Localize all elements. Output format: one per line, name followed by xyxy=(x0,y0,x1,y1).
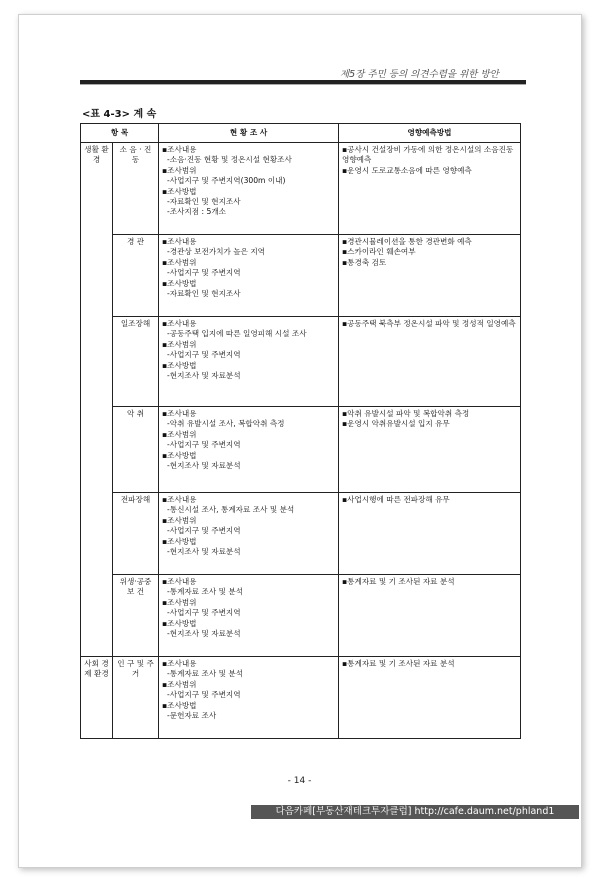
survey-line: -악취 유발시설 조사, 복합악취 측정 xyxy=(167,419,285,429)
survey-line: ▪조사범위 xyxy=(162,515,197,525)
survey-line: -자료확인 및 현지조사 xyxy=(167,197,241,207)
method-line: ▪통경축 검토 xyxy=(342,257,387,267)
survey-line: ▪조사내용 xyxy=(162,145,197,154)
column-header-survey: 현 황 조 사 xyxy=(159,124,339,143)
item-cell: 일조장해 xyxy=(113,317,159,407)
method-line: ▪경관시뮬레이션을 통한 경관변화 예측 xyxy=(342,237,472,246)
survey-table xyxy=(80,123,521,739)
page-header: 제5장 주민 등의 의견수렴을 위한 방안 xyxy=(340,69,499,80)
header-rule-thin xyxy=(80,84,526,85)
survey-cell xyxy=(159,407,339,493)
table-row xyxy=(81,235,521,317)
column-header-method: 영향예측방법 xyxy=(339,124,521,143)
survey-line: ▪조사내용 xyxy=(162,409,197,418)
method-line: ▪운영시 도로교통소음에 따른 영향예측 xyxy=(342,165,472,175)
survey-cell xyxy=(159,657,339,739)
table-row xyxy=(81,657,521,739)
method-line: ▪공사시 건설장비 가동에 의한 정온시설의 소음진동 영향예측 xyxy=(342,145,514,165)
table-body xyxy=(81,143,521,739)
item-cell: 위생·공중 보 건 xyxy=(113,575,159,657)
method-cell xyxy=(339,657,521,739)
method-line: ▪통계자료 및 기 조사된 자료 분석 xyxy=(342,577,455,586)
table-header-row xyxy=(81,124,521,143)
survey-cell xyxy=(159,143,339,235)
page-number: - 14 - xyxy=(287,776,312,786)
survey-line: ▪조사방법 xyxy=(162,450,197,460)
survey-line: ▪조사범위 xyxy=(162,339,197,349)
category-cell: 사회 경제 환경 xyxy=(81,657,113,739)
survey-line: -통신시설 조사, 통계자료 조사 및 분석 xyxy=(167,505,295,515)
table-row xyxy=(81,317,521,407)
method-cell xyxy=(339,235,521,317)
method-cell xyxy=(339,317,521,407)
survey-line: -사업지구 및 주변지역 xyxy=(167,690,241,700)
method-line: ▪통계자료 및 기 조사된 자료 분석 xyxy=(342,659,455,668)
table-title: <표 4-3> 계 속 xyxy=(82,109,157,120)
survey-line: ▪조사방법 xyxy=(162,360,197,370)
item-cell: 인 구 및 주 거 xyxy=(113,657,159,739)
survey-line: -조사지점 : 5개소 xyxy=(167,207,226,217)
survey-line: ▪조사방법 xyxy=(162,536,197,546)
survey-line: -사업지구 및 주변지역 xyxy=(167,608,241,618)
survey-line: -자료확인 및 현지조사 xyxy=(167,289,241,299)
method-line: ▪공동주택 북측부 정온시설 파악 및 정성적 일영예측 xyxy=(342,319,516,328)
survey-line: -사업지구 및 주변지역(300m 이내) xyxy=(167,176,286,186)
survey-cell xyxy=(159,235,339,317)
item-cell: 악 취 xyxy=(113,407,159,493)
survey-line: -현지조사 및 자료분석 xyxy=(167,629,241,639)
survey-line: ▪조사방법 xyxy=(162,618,197,628)
watermark-banner: 다음카페[부동산재테크투자클럽] http://cafe.daum.net/phland1 xyxy=(251,805,579,819)
table-row xyxy=(81,575,521,657)
method-cell xyxy=(339,575,521,657)
survey-line: ▪조사범위 xyxy=(162,429,197,439)
table-row xyxy=(81,407,521,493)
survey-line: -소음·진동 현황 및 정온시설 현황조사 xyxy=(167,155,292,165)
item-cell: 전파장해 xyxy=(113,493,159,575)
survey-line: ▪조사범위 xyxy=(162,165,197,175)
method-cell xyxy=(339,407,521,493)
survey-line: ▪조사범위 xyxy=(162,679,197,689)
table-row xyxy=(81,143,521,235)
survey-line: -공동주택 입지에 따른 일영피해 시설 조사 xyxy=(167,329,307,339)
table-row xyxy=(81,493,521,575)
survey-line: ▪조사내용 xyxy=(162,495,197,504)
survey-line: -통계자료 조사 및 분석 xyxy=(167,669,244,679)
item-cell: 소 음 · 진 동 xyxy=(113,143,159,235)
column-header-item: 항 목 xyxy=(81,124,159,143)
survey-line: ▪조사내용 xyxy=(162,237,197,246)
survey-line: -현지조사 및 자료분석 xyxy=(167,461,241,471)
method-line: ▪악취 유발시설 파악 및 복합악취 측정 xyxy=(342,409,470,418)
survey-line: -통계자료 조사 및 분석 xyxy=(167,587,244,597)
survey-line: -사업지구 및 주변지역 xyxy=(167,268,241,278)
survey-line: -사업지구 및 주변지역 xyxy=(167,440,241,450)
item-cell: 경 관 xyxy=(113,235,159,317)
survey-line: ▪조사방법 xyxy=(162,186,197,196)
survey-line: ▪조사내용 xyxy=(162,319,197,328)
method-cell xyxy=(339,143,521,235)
survey-line: ▪조사방법 xyxy=(162,700,197,710)
survey-line: -사업지구 및 주변지역 xyxy=(167,526,241,536)
survey-line: ▪조사내용 xyxy=(162,659,197,668)
survey-line: -문헌자료 조사 xyxy=(167,711,217,721)
survey-line: ▪조사방법 xyxy=(162,278,197,288)
survey-line: -현지조사 및 자료분석 xyxy=(167,371,241,381)
survey-cell xyxy=(159,575,339,657)
category-cell: 생활 환경 xyxy=(81,143,113,657)
survey-cell xyxy=(159,493,339,575)
method-line: ▪스카이라인 훼손여부 xyxy=(342,247,416,257)
survey-line: -현지조사 및 자료분석 xyxy=(167,547,241,557)
method-line: ▪운영시 악취유발시설 입지 유무 xyxy=(342,419,450,429)
method-line: ▪사업시행에 따른 전파장해 유무 xyxy=(342,495,450,504)
survey-line: -사업지구 및 주변지역 xyxy=(167,350,241,360)
method-cell xyxy=(339,493,521,575)
survey-line: ▪조사범위 xyxy=(162,597,197,607)
survey-cell xyxy=(159,317,339,407)
survey-line: ▪조사범위 xyxy=(162,257,197,267)
survey-line: -경관상 보전가치가 높은 지역 xyxy=(167,247,266,257)
survey-line: ▪조사내용 xyxy=(162,577,197,586)
